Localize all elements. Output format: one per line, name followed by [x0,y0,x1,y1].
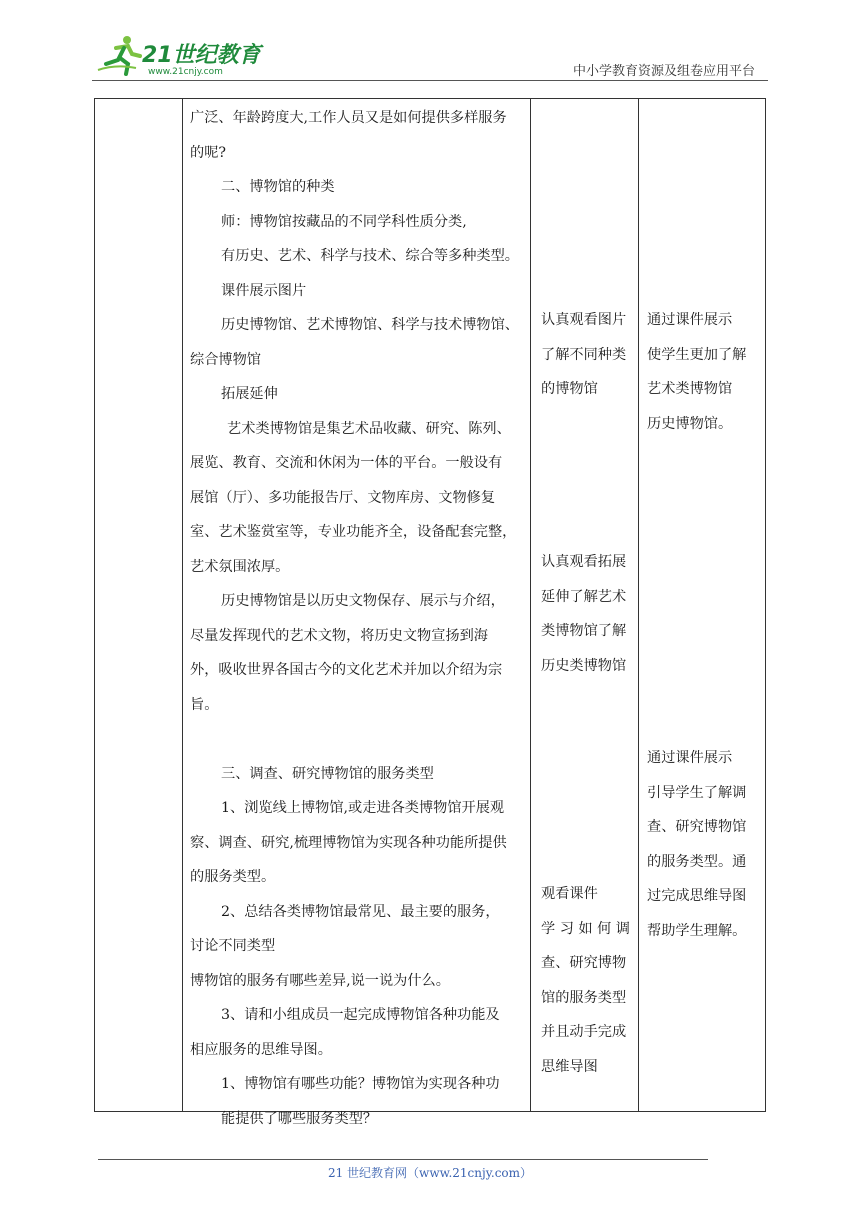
text-line: 旨。 [190,696,219,713]
text-line: 查、研究博物馆 [647,819,747,835]
text-line: 思维导图 [541,1058,598,1075]
design-intent-column [647,303,763,441]
text-line: 外，吸收世界各国古今的文化艺术并加以介绍为宗 [190,662,503,678]
text-line: 通过课件展示 [647,750,733,766]
text-line: 师：博物馆按藏品的不同学科性质分类, [221,213,467,230]
teaching-process-column [190,99,528,1136]
svg-text:www.21cnjy.com: www.21cnjy.com [148,67,223,77]
text-line: 博物馆的服务有哪些差异,说一说为什么。 [190,972,450,989]
site-logo [96,34,266,78]
student-activity-column [541,545,637,683]
text-line: 综合博物馆 [190,351,261,368]
text-line: 展馆（厅）、多功能报告厅、文物库房、文物修复 [190,489,496,506]
text-line: 1、浏览线上博物馆,或走进各类博物馆开展观 [221,800,505,816]
text-line: 认真观看图片 [541,312,627,328]
text-line: 拓展延伸 [221,386,278,402]
text-line: 历史类博物馆 [541,657,627,674]
student-activity-column [541,877,637,1084]
runner-icon [98,36,140,74]
text-line: 过完成思维导图 [647,888,747,904]
text-line: 相应服务的思维导图。 [190,1041,332,1058]
text-line: 室、艺术鉴赏室等，专业功能齐全，设备配套完整， [190,524,517,540]
text-line: 类博物馆了解 [541,623,627,639]
footer-text[interactable]: 21 世纪教育网（www.21cnjy.com） [327,1166,533,1180]
text-line: 3、请和小组成员一起完成博物馆各种功能及 [221,1007,500,1023]
text-line: 学 习 如 何 调 [541,920,630,937]
platform-title: 中小学教育资源及组卷应用平台 [572,64,755,79]
section-heading: 三、调查、研究博物馆的服务类型 [221,765,434,782]
text-line: 并且动手完成 [541,1024,627,1040]
text-line: 的呢? [190,144,226,161]
column-divider [182,99,183,1111]
svg-text:21世纪教育: 21世纪教育 [142,43,261,68]
text-line: 通过课件展示 [647,312,733,328]
text-line: 的服务类型。通 [647,853,747,870]
text-line: 1、博物馆有哪些功能？博物馆为实现各种功 [221,1076,500,1092]
student-activity-column [541,303,637,407]
text-line: 历史博物馆是以历史文物保存、展示与介绍， [221,593,505,609]
text-line: 2、总结各类博物馆最常见、最主要的服务， [221,903,500,920]
text-line: 了解不同种类 [541,346,627,363]
section-heading: 二、博物馆的种类 [221,179,335,195]
text-line: 的服务类型。 [190,869,276,885]
text-line: 查、研究博物 [541,955,627,971]
text-line: 延伸了解艺术 [541,588,627,605]
text-line: 馆的服务类型 [541,989,627,1006]
text-line: 艺术类博物馆 [647,381,733,397]
text-line: 尽量发挥现代的艺术文物，将历史文物宣扬到海 [190,627,488,644]
text-line: 历史博物馆。 [647,415,733,432]
header-divider [92,80,768,81]
page-header [0,0,860,90]
text-line: 帮助学生理解。 [647,922,747,939]
text-line: 的博物馆 [541,381,598,397]
design-intent-column [647,741,763,948]
footer-divider [98,1159,708,1160]
text-line: 艺术类博物馆是集艺术品收藏、研究、陈列、 [227,420,511,437]
text-line: 有历史、艺术、科学与技术、综合等多种类型。 [221,248,519,264]
text-line: 引导学生了解调 [647,784,747,801]
text-line: 察、调查、研究,梳理博物馆为实现各种功能所提供 [190,834,507,851]
text-line: 能提供了哪些服务类型？ [221,1110,378,1127]
text-line: 艺术氛围浓厚。 [190,558,290,575]
text-line: 广泛、年龄跨度大,工作人员又是如何提供多样服务 [190,110,507,126]
text-line: 使学生更加了解 [647,346,747,363]
text-line: 观看课件 [541,886,598,902]
column-divider [638,99,639,1111]
text-line: 课件展示图片 [221,282,307,299]
text-line: 认真观看拓展 [541,554,627,570]
text-line: 展览、教育、交流和休闲为一体的平台。一般设有 [190,455,503,471]
lesson-table [94,98,766,1127]
text-line: 历史博物馆、艺术博物馆、科学与技术博物馆、 [221,317,519,333]
text-line: 讨论不同类型 [190,938,276,954]
column-divider [530,99,531,1111]
